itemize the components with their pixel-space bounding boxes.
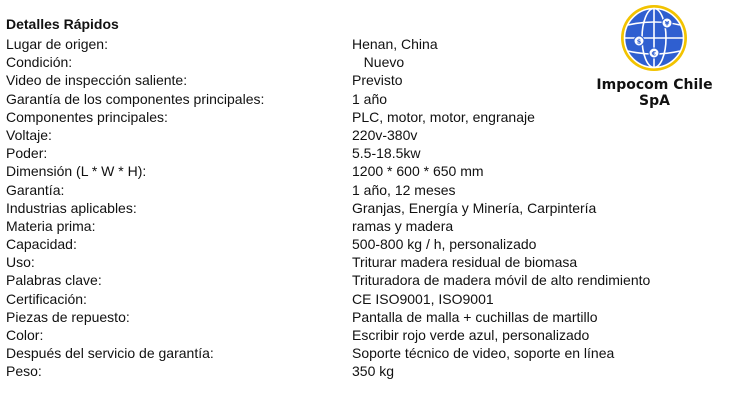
spec-value: Previsto <box>352 72 403 89</box>
spec-label: Poder: <box>6 145 48 162</box>
spec-value: 1 año <box>352 90 388 107</box>
spec-value: CE ISO9001, ISO9001 <box>352 290 494 307</box>
spec-label: Componentes principales: <box>6 108 168 125</box>
spec-value: Escribir rojo verde azul, personalizado <box>352 327 590 343</box>
spec-row <box>0 308 730 326</box>
spec-label: Peso: <box>6 363 42 380</box>
spec-label: Condición: <box>6 54 73 71</box>
spec-row <box>0 199 730 217</box>
spec-label: Color: <box>6 327 44 343</box>
spec-row <box>0 235 730 253</box>
spec-value: Henan, China <box>352 36 438 52</box>
section-title: Detalles Rápidos <box>6 16 119 32</box>
spec-row <box>0 181 730 199</box>
brand-name: Impocom Chile SpA <box>596 77 713 109</box>
spec-row <box>0 108 730 126</box>
spec-label: Dimensión (L * W * H): <box>6 163 147 180</box>
spec-label: Voltaje: <box>6 126 52 143</box>
spec-value: Granjas, Energía y Minería, Carpintería <box>352 199 597 216</box>
spec-value: ramas y madera <box>352 217 454 234</box>
spec-label: Palabras clave: <box>6 272 102 289</box>
spec-value: PLC, motor, motor, engranaje <box>352 108 535 125</box>
spec-value: 1 año, 12 meses <box>352 181 456 198</box>
spec-label: Industrias aplicables: <box>6 199 137 216</box>
spec-value: Triturar madera residual de biomasa <box>352 254 578 271</box>
spec-label: Piezas de repuesto: <box>6 308 130 325</box>
spec-row <box>0 162 730 180</box>
spec-row <box>0 144 730 162</box>
spec-label: Lugar de origen: <box>6 36 108 52</box>
spec-row <box>0 253 730 271</box>
spec-row <box>0 362 730 380</box>
svg-text:$: $ <box>636 37 642 46</box>
svg-text:¥: ¥ <box>664 19 670 28</box>
spec-value: 500-800 kg / h, personalizado <box>352 236 537 253</box>
spec-value: Soporte técnico de video, soporte en línea <box>352 345 615 362</box>
spec-value: 1200 * 600 * 650 mm <box>352 163 484 180</box>
spec-row <box>0 344 730 362</box>
spec-label: Materia prima: <box>6 217 96 234</box>
spec-label: Garantía: <box>6 181 65 198</box>
spec-row <box>0 271 730 289</box>
globe-logo-icon <box>619 3 689 73</box>
spec-label: Después del servicio de garantía: <box>6 345 214 362</box>
company-logo <box>582 3 730 109</box>
spec-value: 350 kg <box>352 363 395 380</box>
spec-value: Nuevo <box>352 54 405 71</box>
spec-value: 220v-380v <box>352 126 418 143</box>
spec-value: Trituradora de madera móvil de alto rendimiento <box>352 272 651 289</box>
spec-label: Video de inspección saliente: <box>6 72 188 89</box>
spec-label: Capacidad: <box>6 236 77 253</box>
spec-label: Uso: <box>6 254 35 271</box>
spec-label: Garantía de los componentes principales: <box>6 90 265 107</box>
spec-label: Certificación: <box>6 290 87 307</box>
spec-value: Pantalla de malla + cuchillas de martillo <box>352 308 598 325</box>
svg-text:€: € <box>651 49 657 58</box>
spec-row <box>0 326 730 344</box>
spec-row <box>0 290 730 308</box>
spec-value: 5.5-18.5kw <box>352 145 421 162</box>
spec-row <box>0 126 730 144</box>
spec-row <box>0 217 730 235</box>
